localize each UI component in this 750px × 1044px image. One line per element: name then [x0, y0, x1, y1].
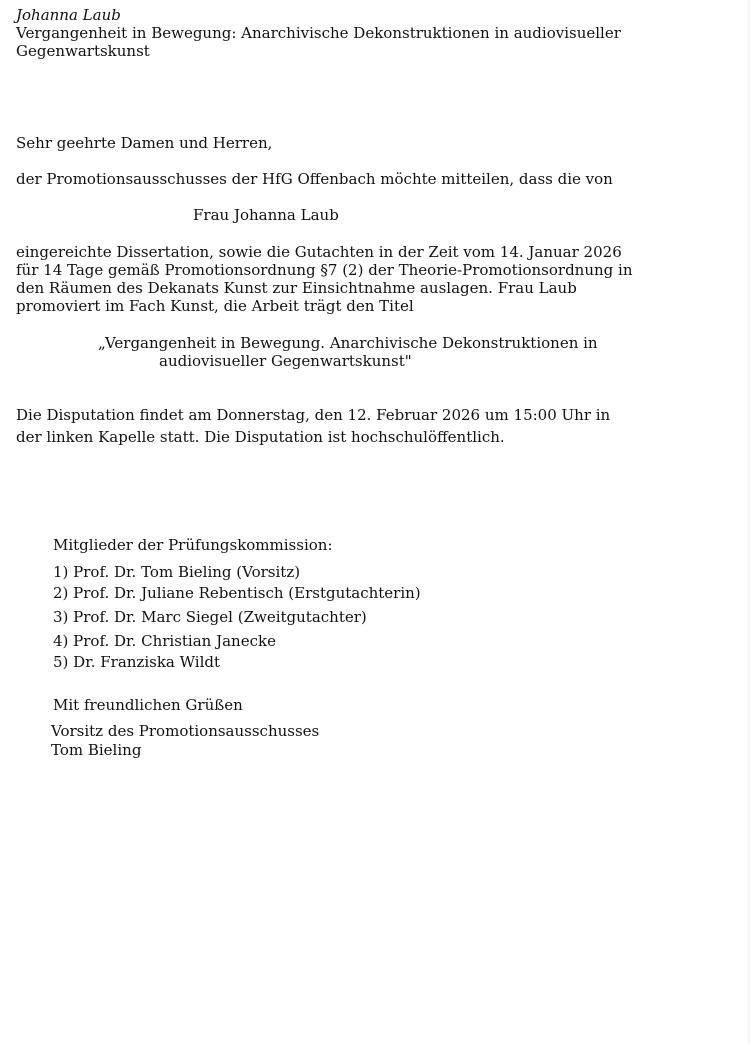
author-name: Johanna Laub: [16, 6, 121, 24]
salutation: Sehr geehrte Damen und Herren,: [16, 134, 273, 152]
committee-member: 2) Prof. Dr. Juliane Rebentisch (Erstgutachterin): [53, 584, 421, 602]
disputation-line-1: Die Disputation findet am Donnerstag, den 12. Februar 2026 um 15:00 Uhr in: [16, 406, 611, 424]
body-line-4: promoviert im Fach Kunst, die Arbeit trägt den Titel: [16, 297, 414, 315]
signatory-role: Vorsitz des Promotionsausschusses: [51, 722, 320, 740]
candidate-name: Frau Johanna Laub: [193, 206, 339, 224]
body-line-3: den Räumen des Dekanats Kunst zur Einsichtnahme auslagen. Frau Laub: [16, 279, 577, 297]
thesis-title-line-2: audiovisueller Gegenwartskunst": [159, 352, 412, 370]
committee-heading: Mitglieder der Prüfungskommission:: [53, 536, 333, 554]
body-line-1: eingereichte Dissertation, sowie die Gutachten in der Zeit vom 14. Januar 2026: [16, 243, 622, 261]
signatory-name: Tom Bieling: [51, 741, 142, 759]
body-line-2: für 14 Tage gemäß Promotionsordnung §7 (2) der Theorie-Promotionsordnung in: [16, 261, 633, 279]
committee-member: 5) Dr. Franziska Wildt: [53, 653, 221, 671]
committee-member: 3) Prof. Dr. Marc Siegel (Zweitgutachter): [53, 608, 367, 626]
document-title-line-2: Gegenwartskunst: [16, 42, 150, 60]
committee-member: 1) Prof. Dr. Tom Bieling (Vorsitz): [53, 563, 301, 581]
committee-member: 4) Prof. Dr. Christian Janecke: [53, 632, 276, 650]
closing-greeting: Mit freundlichen Grüßen: [53, 696, 243, 714]
intro-text: der Promotionsausschusses der HfG Offenbach möchte mitteilen, dass die von: [16, 170, 613, 188]
disputation-line-2: der linken Kapelle statt. Die Disputation ist hochschulöffentlich.: [16, 428, 505, 446]
thesis-title-line-1: „Vergangenheit in Bewegung. Anarchivische Dekonstruktionen in: [98, 334, 598, 352]
document-title-line-1: Vergangenheit in Bewegung: Anarchivische Dekonstruktionen in audiovisueller: [16, 24, 621, 42]
